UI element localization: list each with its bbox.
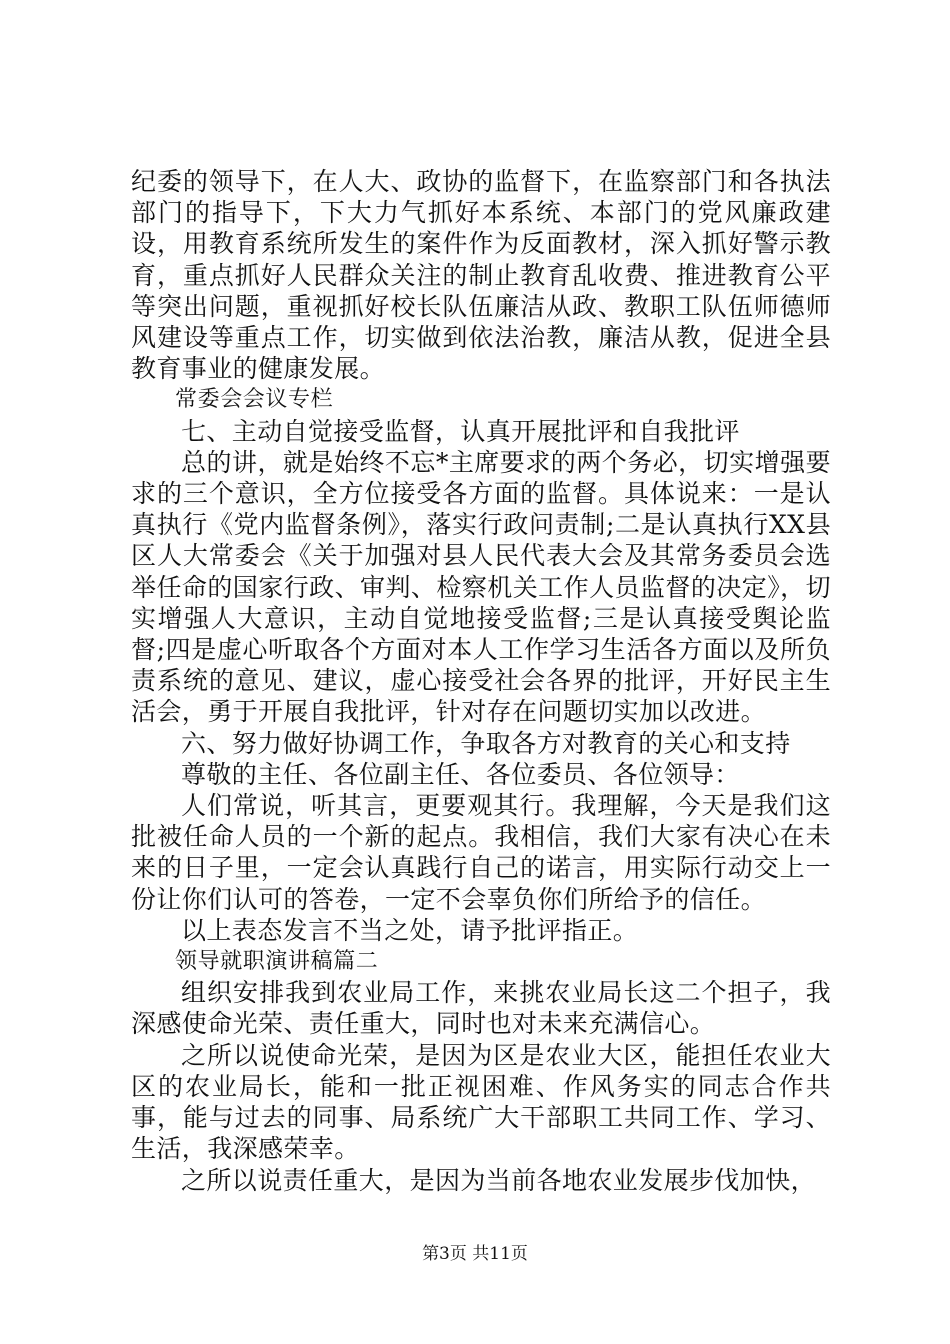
- paragraph-assignment: 组织安排我到农业局工作，来挑农业局长这二个担子，我深感使命光荣、责任重大，同时也对未来充满信心。: [131, 978, 831, 1039]
- paragraph-responsibility: 之所以说责任重大，是因为当前各地农业发展步伐加快，: [181, 1165, 817, 1195]
- salutation: 尊敬的主任、各位副主任、各位委员、各位领导：: [181, 759, 740, 789]
- section-heading-six: 六、努力做好协调工作，争取各方对教育的关心和支持: [181, 728, 791, 758]
- speech-title-two: 领导就职演讲稿篇二: [175, 949, 379, 975]
- section-heading-seven: 七、主动自觉接受监督，认真开展批评和自我批评: [181, 416, 740, 446]
- page-number: 第3页 共11页: [422, 1244, 528, 1264]
- paragraph-supervision: 总的讲，就是始终不忘*主席要求的两个务必，切实增强要求的三个意识，全方位接受各方面的监督。具体说来：一是认真执行《党内监督条例》，落实行政问责制;二是认真执行XX县区人大常委会《关于加强对县人民代表大会及其常务委员会选举任命的国家行政、审判、检察机关工作人员监督的决定》，切实增强人大意识，主动自觉地接受监督;三是认真接受舆论监督;四是虚心听取各个方面对本人工作学习生活各方面以及所负责系统的意见、建议，虚心接受社会各界的批评，开好民主生活会，勇于开展自我批评，针对存在问题切实加以改进。: [131, 447, 831, 727]
- paragraph-closing: 以上表态发言不当之处，请予批评指正。: [181, 915, 639, 945]
- document-body: [131, 166, 831, 1196]
- paragraph-continuation: 纪委的领导下，在人大、政协的监督下，在监察部门和各执法部门的指导下，下大力气抓好本系统、本部门的党风廉政建设，用教育系统所发生的案件作为反面教材，深入抓好警示教育，重点抓好人民群众关注的制止教育乱收费、推进教育公平等突出问题，重视抓好校长队伍廉洁从政、教职工队伍师德师风建设等重点工作，切实做到依法治教，廉洁从教，促进全县教育事业的健康发展。: [131, 167, 831, 384]
- page-footer: [0, 1243, 950, 1265]
- paragraph-honor: 之所以说使命光荣，是因为区是农业大区，能担任农业大区的农业局长，能和一批正视困难、作风务实的同志合作共事，能与过去的同事、局系统广大干部职工共同工作、学习、生活，我深感荣幸。: [131, 1040, 831, 1164]
- section-label: 常委会会议专栏: [175, 387, 334, 413]
- paragraph-commitment: 人们常说，听其言，更要观其行。我理解，今天是我们这批被任命人员的一个新的起点。我相信，我们大家有决心在未来的日子里，一定会认真践行自己的诺言，用实际行动交上一份让你们认可的答卷，一定不会辜负你们所给予的信任。: [131, 791, 831, 914]
